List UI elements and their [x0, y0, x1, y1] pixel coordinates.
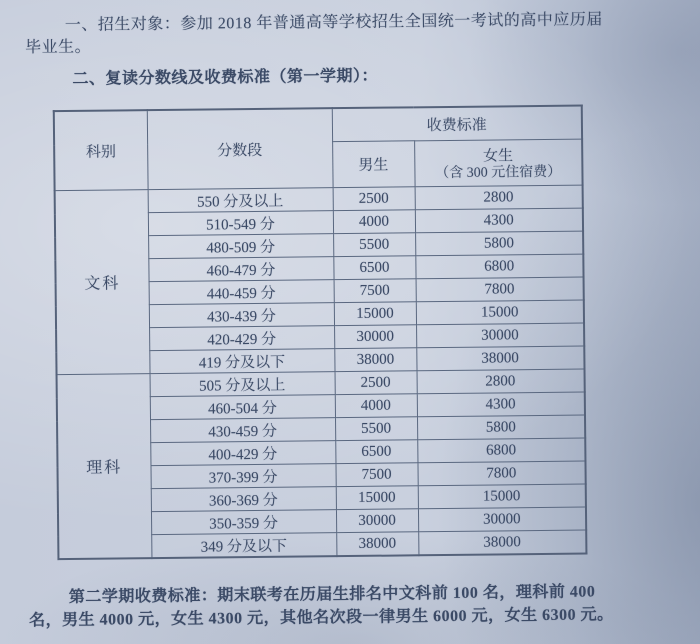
male-fee-cell: 30000: [334, 325, 416, 349]
table-header-row-1: [54, 106, 582, 145]
male-fee-cell: 7500: [334, 279, 416, 303]
score-range-cell: 400-429 分: [150, 441, 335, 466]
female-fee-cell: 6800: [415, 254, 583, 279]
second-semester-fee-paragraph: [29, 579, 689, 632]
header-female-line2: （含 300 元住宿费）: [435, 164, 562, 181]
female-fee-cell: 5800: [417, 415, 585, 440]
score-range-cell: 350-359 分: [151, 510, 336, 535]
score-range-cell: 370-399 分: [150, 464, 335, 489]
female-fee-cell: 7800: [417, 461, 585, 486]
category-liberal-arts: 文科: [55, 190, 150, 375]
female-fee-cell: 4300: [415, 208, 583, 233]
header-fee-standard: 收费标准: [332, 106, 582, 142]
score-range-cell: 510-549 分: [148, 211, 333, 236]
score-range-cell: 550 分及以上: [148, 188, 333, 213]
score-range-cell: 440-459 分: [149, 280, 334, 305]
score-range-cell: 430-459 分: [150, 418, 335, 443]
category-science: 理科: [57, 374, 152, 559]
male-fee-cell: 6500: [333, 256, 415, 280]
male-fee-cell: 4000: [333, 210, 415, 234]
male-fee-cell: 6500: [335, 440, 417, 464]
male-fee-cell: 4000: [335, 394, 417, 418]
score-range-cell: 360-369 分: [151, 487, 336, 512]
header-female-line1: 女生: [482, 147, 514, 165]
male-fee-cell: 2500: [333, 187, 415, 211]
score-range-cell: 505 分及以上: [150, 372, 335, 397]
score-range-cell: 430-439 分: [149, 303, 334, 328]
section-heading: [25, 63, 665, 92]
intro-line-2: 毕业生。: [25, 38, 92, 57]
male-fee-cell: 5500: [333, 233, 415, 257]
score-range-cell: 460-504 分: [150, 395, 335, 420]
male-fee-cell: 30000: [336, 509, 418, 533]
score-range-cell: 480-509 分: [148, 234, 333, 259]
male-fee-cell: 15000: [334, 302, 416, 326]
footer-line-1: 第二学期收费标准：期末联考在历届生排名中文科前 100 名，理科前 400: [68, 583, 596, 606]
female-fee-cell: 30000: [416, 323, 584, 348]
fee-standard-table: [53, 105, 588, 561]
female-fee-cell: 6800: [417, 438, 585, 463]
male-fee-cell: 5500: [335, 417, 417, 441]
female-fee-cell: 2800: [417, 369, 585, 394]
header-category: 科别: [54, 110, 148, 190]
intro-line-1: 一、招生对象：参加 2018 年普通高等学校招生全国统一考试的高中应历届: [64, 11, 603, 34]
male-fee-cell: 38000: [336, 532, 418, 556]
header-male: 男生: [332, 141, 414, 188]
female-fee-cell: 4300: [417, 392, 585, 417]
header-score-range: 分数段: [147, 108, 333, 189]
score-range-cell: 349 分及以下: [151, 533, 336, 558]
female-fee-cell: 15000: [416, 300, 584, 325]
male-fee-cell: 2500: [335, 371, 417, 395]
female-fee-cell: 38000: [416, 346, 584, 371]
header-female: [414, 139, 582, 187]
female-fee-cell: 38000: [418, 530, 586, 555]
female-fee-cell: 7800: [416, 277, 584, 302]
footer-line-2: 名，男生 4000 元，女生 4300 元，其他名次段一律男生 6000 元，女生 6300 元。: [29, 606, 614, 630]
female-fee-cell: 30000: [418, 507, 586, 532]
score-range-cell: 420-429 分: [149, 326, 334, 351]
male-fee-cell: 38000: [334, 348, 416, 372]
section-heading-text: 二、复读分数线及收费标准（第一学期）：: [72, 67, 379, 88]
male-fee-cell: 7500: [335, 463, 417, 487]
male-fee-cell: 15000: [336, 486, 418, 510]
female-fee-cell: 15000: [418, 484, 586, 509]
female-fee-cell: 2800: [415, 185, 583, 210]
female-fee-cell: 5800: [415, 231, 583, 256]
intro-paragraph: [25, 9, 665, 60]
score-range-cell: 460-479 分: [148, 257, 333, 282]
score-range-cell: 419 分及以下: [149, 349, 334, 374]
